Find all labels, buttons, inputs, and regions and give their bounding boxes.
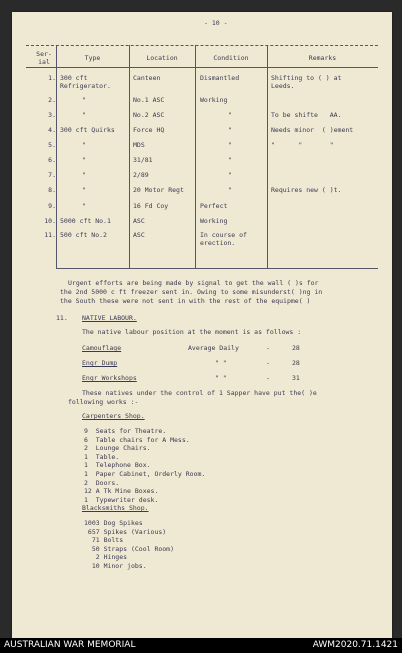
table-cell-location: MDS xyxy=(133,141,145,149)
table-cell-remarks: Needs minor ( )ement xyxy=(271,126,354,134)
table-cell-condition: In course of erection. xyxy=(200,231,247,247)
list-item: 2 Doors. xyxy=(84,478,120,487)
page-number: - 10 - xyxy=(204,19,228,27)
table-cell-ser: 6. xyxy=(48,156,56,164)
list-item: 2 Hinges xyxy=(84,553,128,562)
labour-row-dash: - xyxy=(266,374,270,382)
table-cell-remarks: Requires new ( )t. xyxy=(271,186,342,194)
list-item: 1 Telephone Box. xyxy=(84,461,151,470)
paragraph-line: following works :- xyxy=(68,398,139,406)
table-header-cell: Location xyxy=(146,54,178,62)
list-item: 1 Typewriter desk. xyxy=(84,495,159,504)
table-cell-ser: 5. xyxy=(48,141,56,149)
table-cell-condition: Perfect xyxy=(200,202,228,210)
section-title: NATIVE LABOUR. xyxy=(82,314,137,322)
table-cell-ser: 3. xyxy=(48,111,56,119)
table-cell-condition: Dismantled xyxy=(200,74,240,82)
table-cell-type: " xyxy=(82,96,86,104)
labour-row-value: 28 xyxy=(292,344,300,352)
table-cell-location: No.2 ASC xyxy=(133,111,165,119)
paragraph-line: the South these were not sent in with the rest of the equipme( ) xyxy=(60,297,311,305)
table-cell-ser: 4. xyxy=(48,126,56,134)
table-cell-condition: Working xyxy=(200,96,228,104)
table-cell-ser: 1. xyxy=(48,74,56,82)
table-col-divider xyxy=(129,45,130,268)
table-cell-remarks: Shifting to ( ) at Leeds. xyxy=(271,74,342,90)
table-cell-location: 31/81 xyxy=(133,156,153,164)
list-item: 9 Seats for Theatre. xyxy=(84,427,167,435)
table-cell-location: 20 Motor Regt xyxy=(133,186,184,194)
table-col-divider xyxy=(195,45,196,268)
labour-row-value: 31 xyxy=(292,374,300,382)
carpenters-title: Carpenters Shop. xyxy=(82,412,145,420)
document-page xyxy=(12,12,392,638)
table-cell-condition: " xyxy=(228,141,232,149)
table-bottom-rule xyxy=(56,268,378,269)
table-cell-ser: 11. xyxy=(44,231,56,239)
list-item: 1 Table. xyxy=(84,452,120,461)
table-cell-location: ASC xyxy=(133,217,145,225)
list-item: 1 Paper Cabinet, Orderly Room. xyxy=(84,470,206,478)
table-cell-type: " xyxy=(82,186,86,194)
paragraph-line: the 2nd 5000 c ft freezer sent in. Owing to some misunderst( )ng in xyxy=(60,288,323,296)
table-cell-ser: 7. xyxy=(48,171,56,179)
table-cell-location: Force HQ xyxy=(133,126,165,134)
table-cell-type: " xyxy=(82,202,86,210)
labour-row-dash: - xyxy=(266,344,270,352)
table-cell-remarks: To be shifte AA. xyxy=(271,111,342,119)
list-item: 10 Minor jobs. xyxy=(84,562,147,570)
table-header-rule xyxy=(26,67,378,68)
section-intro: The native labour position at the moment is as follows : xyxy=(82,328,302,336)
table-cell-remarks: " " " xyxy=(271,141,334,149)
table-cell-type: 500 cft No.2 xyxy=(60,231,107,239)
table-header-cell: Condition xyxy=(213,54,249,62)
list-item: 657 Spikes (Various) xyxy=(84,527,167,536)
labour-row-value: 28 xyxy=(292,359,300,367)
labour-row-name: Engr Dump xyxy=(82,359,118,367)
list-item: 50 Straps (Cool Room) xyxy=(84,544,175,553)
list-item: 71 Bolts xyxy=(84,536,124,545)
list-item: 12 A Tk Mine Boxes. xyxy=(84,487,159,496)
labour-row-desc: Average Daily xyxy=(188,344,239,352)
labour-row-desc: " " xyxy=(215,374,227,382)
table-col-divider xyxy=(56,45,57,268)
table-header-cell: Type xyxy=(84,54,101,62)
paragraph-line: Urgent efforts are being made by signal to get the wall ( )s for xyxy=(68,279,319,287)
table-cell-type: 300 cft Refrigerator. xyxy=(60,74,111,90)
table-cell-ser: 9. xyxy=(48,202,56,210)
labour-row-dash: - xyxy=(266,359,270,367)
table-top-rule xyxy=(26,45,378,46)
table-cell-type: 300 cft Quirks xyxy=(60,126,115,134)
table-cell-location: No.1 ASC xyxy=(133,96,165,104)
table-cell-ser: 10. xyxy=(44,217,56,225)
blacksmiths-title: Blacksmiths Shop. xyxy=(82,504,149,512)
list-item: 6 Table chairs for A Mess. xyxy=(84,435,190,444)
list-item: 2 Lounge Chairs. xyxy=(84,444,151,453)
table-cell-type: " xyxy=(82,111,86,119)
table-cell-condition: " xyxy=(228,111,232,119)
labour-row-name: Camouflage xyxy=(82,344,122,352)
table-cell-location: 16 Fd Coy xyxy=(133,202,169,210)
paragraph-line: These natives under the control of 1 Sapper have put the( )e xyxy=(82,389,317,397)
table-cell-condition: " xyxy=(228,186,232,194)
table-cell-type: " xyxy=(82,156,86,164)
table-cell-type: " xyxy=(82,171,86,179)
table-cell-location: 2/89 xyxy=(133,171,149,179)
table-col-divider xyxy=(267,45,268,268)
labour-row-name: Engr Workshops xyxy=(82,374,137,382)
table-cell-condition: " xyxy=(228,156,232,164)
table-cell-condition: " xyxy=(228,171,232,179)
section-number: 11. xyxy=(56,314,68,322)
table-cell-condition: " xyxy=(228,126,232,134)
table-cell-location: Canteen xyxy=(133,74,161,82)
list-item: 1003 Dog Spikes xyxy=(84,519,143,527)
table-cell-type: " xyxy=(82,141,86,149)
table-cell-location: ASC xyxy=(133,231,145,239)
table-cell-type: 5000 cft No.1 xyxy=(60,217,111,225)
table-cell-ser: 2. xyxy=(48,96,56,104)
table-header-cell: Remarks xyxy=(308,54,337,62)
table-cell-condition: Working xyxy=(200,217,228,225)
table-cell-ser: 8. xyxy=(48,186,56,194)
table-header-cell: Ser- ial xyxy=(36,50,52,66)
archive-footer xyxy=(0,638,402,653)
footer-institution: AUSTRALIAN WAR MEMORIAL xyxy=(4,640,136,650)
labour-row-desc: " " xyxy=(215,359,227,367)
footer-reference: AWM2020.71.1421 xyxy=(312,640,398,650)
